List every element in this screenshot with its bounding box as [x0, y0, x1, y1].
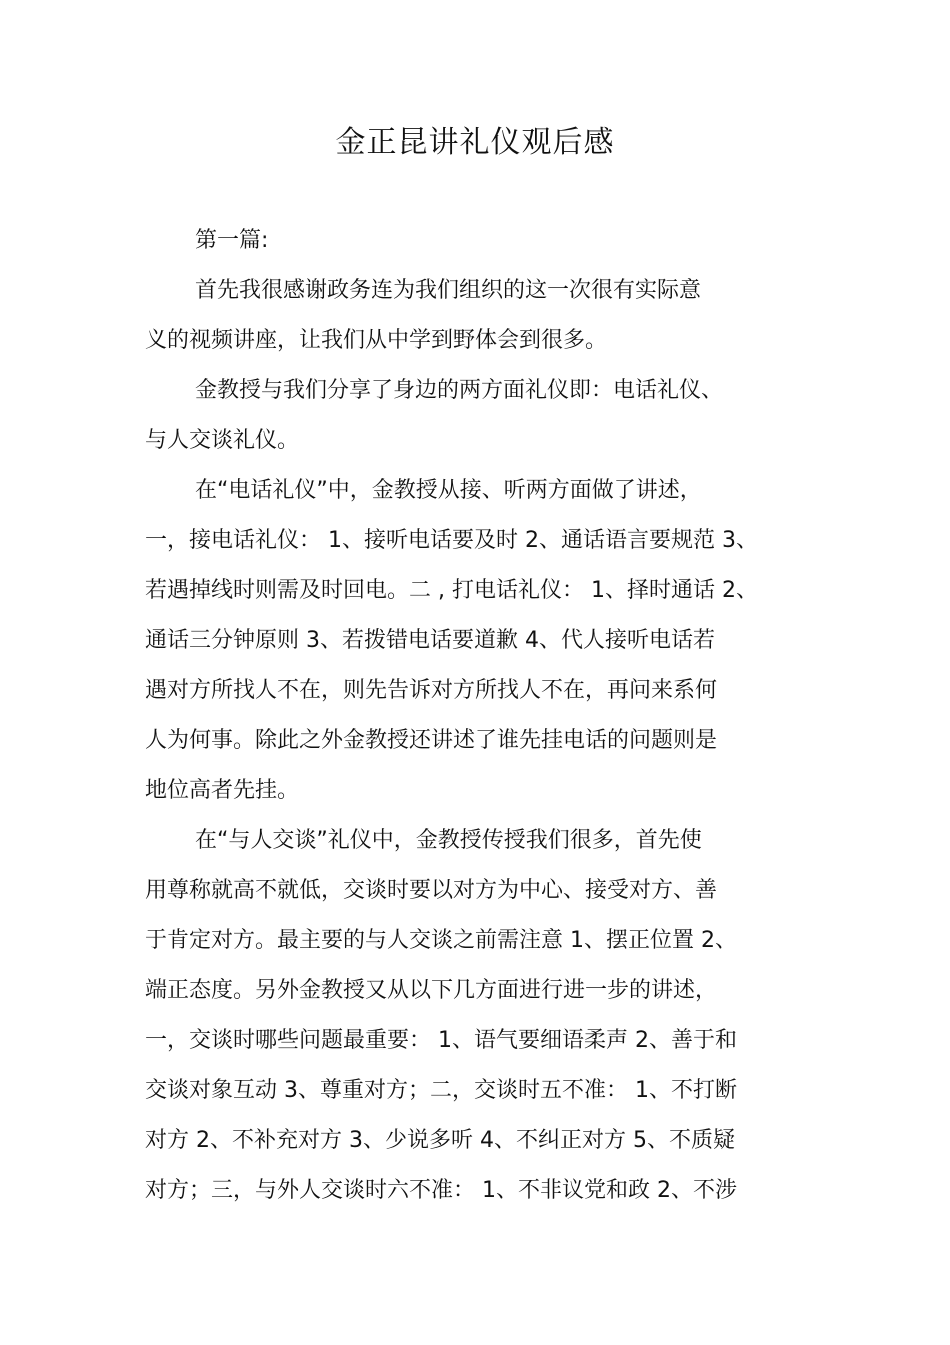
paragraph-line: 遇对方所找人不在，则先告诉对方所找人不在，再问来系何 [145, 678, 718, 703]
paragraph-line: 对方；三，与外人交谈时六不准： 1、不非议党和政 2、不涉 [145, 1178, 737, 1203]
paragraph-line: 若遇掉线时则需及时回电。二 , 打电话礼仪： 1、择时通话 2、 [145, 578, 758, 603]
paragraph-line: 第一篇: [195, 228, 269, 253]
paragraph-line: 一，交谈时哪些问题最重要： 1、语气要细语柔声 2、善于和 [145, 1028, 737, 1053]
paragraph-line: 用尊称就高不就低，交谈时要以对方为中心、接受对方、善 [145, 878, 718, 903]
paragraph-line: 一，接电话礼仪： 1、接听电话要及时 2、通话语言要规范 3、 [145, 528, 758, 553]
paragraph-line: 地位高者先挂。 [145, 778, 300, 803]
paragraph-line: 义的视频讲座，让我们从中学到野体会到很多。 [145, 328, 608, 353]
paragraph-line: 在“与人交谈”礼仪中，金教授传授我们很多，首先使 [195, 828, 702, 853]
paragraph-line: 于肯定对方。最主要的与人交谈之前需注意 1、摆正位置 2、 [145, 928, 737, 953]
paragraph-line: 首先我很感谢政务连为我们组织的这一次很有实际意 [195, 278, 702, 303]
paragraph-line: 交谈对象互动 3、尊重对方；二，交谈时五不准： 1、不打断 [145, 1078, 737, 1103]
paragraph-line: 金教授与我们分享了身边的两方面礼仪即：电话礼仪、 [195, 378, 724, 403]
paragraph-line: 对方 2、不补充对方 3、少说多听 4、不纠正对方 5、不质疑 [145, 1128, 735, 1153]
paragraph-line: 端正态度。另外金教授又从以下几方面进行进一步的讲述， [145, 978, 718, 1003]
paragraph-line: 人为何事。除此之外金教授还讲述了谁先挂电话的问题则是 [145, 728, 718, 753]
document-title: 金正昆讲礼仪观后感 [335, 125, 615, 160]
paragraph-line: 通话三分钟原则 3、若拨错电话要道歉 4、代人接听电话若 [145, 628, 715, 653]
paragraph-line: 在“电话礼仪”中，金教授从接、听两方面做了讲述， [195, 478, 702, 503]
paragraph-line: 与人交谈礼仪。 [145, 428, 300, 453]
